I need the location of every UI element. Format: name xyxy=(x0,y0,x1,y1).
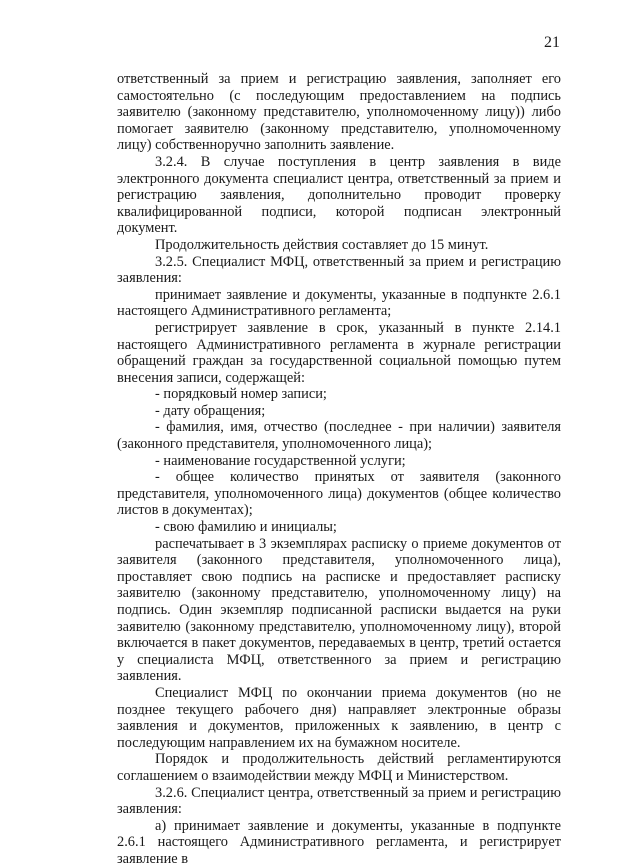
list-item: - свою фамилию и инициалы; xyxy=(155,519,337,536)
paragraph: Порядок и продолжительность действий регламентируются соглашением о взаимодействии между МФЦ и Министерством. xyxy=(117,751,561,784)
paragraph: 3.2.5. Специалист МФЦ, ответственный за прием и регистрацию заявления: xyxy=(117,253,561,287)
list-item: - общее количество принятых от заявителя (законного представителя, уполномоченного лица) документов (общее количество листов в документах); xyxy=(117,469,561,519)
document-body xyxy=(117,71,561,868)
list-item: - порядковый номер записи; xyxy=(155,386,327,403)
list-item: - фамилия, имя, отчество (последнее - при наличии) заявителя (законного представителя, уполномоченного лица); xyxy=(117,419,561,453)
paragraph: ответственный за прием и регистрацию заявления, заполняет его самостоятельно (с последующим предоставлением на подпись заявителю (законному представителю, уполномоченному лицу)) либо помогает заявителю (законному представителю, уполномоченному лицу) собственноручно заполнить заявление. xyxy=(117,71,561,154)
list-item: - дату обращения; xyxy=(155,402,266,419)
page-number: 21 xyxy=(544,34,560,51)
paragraph: распечатывает в 3 экземплярах расписку о приеме документов от заявителя (законного представителя, уполномоченного лица), проставляет свою подпись на расписке и предоставляет расписку заявителю (законному представителю, уполномоченному лицу) на подпись. Один экземпляр подписанной расписки выдается на руки заявителю (законному представителю, уполномоченному лицу), второй включается в пакет документов, передаваемых в центр, третий остается у специалиста МФЦ, ответственного за прием и регистрацию заявления. xyxy=(117,535,561,685)
paragraph: регистрирует заявление в срок, указанный в пункте 2.14.1 настоящего Административного регламента в журнале регистрации обращений граждан за государственной социальной помощью путем внесения записи, содержащей: xyxy=(117,319,561,386)
paragraph: принимает заявление и документы, указанные в подпункте 2.6.1 настоящего Административного регламента; xyxy=(117,286,561,320)
paragraph: 3.2.6. Специалист центра, ответственный за прием и регистрацию заявления: xyxy=(117,784,561,818)
list-item: - наименование государственной услуги; xyxy=(155,452,406,469)
paragraph: Продолжительность действия составляет до 15 минут. xyxy=(155,236,489,253)
paragraph: а) принимает заявление и документы, указанные в подпункте 2.6.1 настоящего Административного регламента, и регистрирует заявление в xyxy=(117,817,561,867)
paragraph: Специалист МФЦ по окончании приема документов (но не позднее текущего рабочего дня) направляет электронные образы заявления и документов, приложенных к заявлению, в центр с последующим направлением их на бумажном носителе. xyxy=(117,684,561,751)
paragraph: 3.2.4. В случае поступления в центр заявления в виде электронного документа специалист центра, ответственный за прием и регистрацию заявления, дополнительно проводит проверку квалифицированной подписи, которой подписан электронный документ. xyxy=(117,153,561,237)
